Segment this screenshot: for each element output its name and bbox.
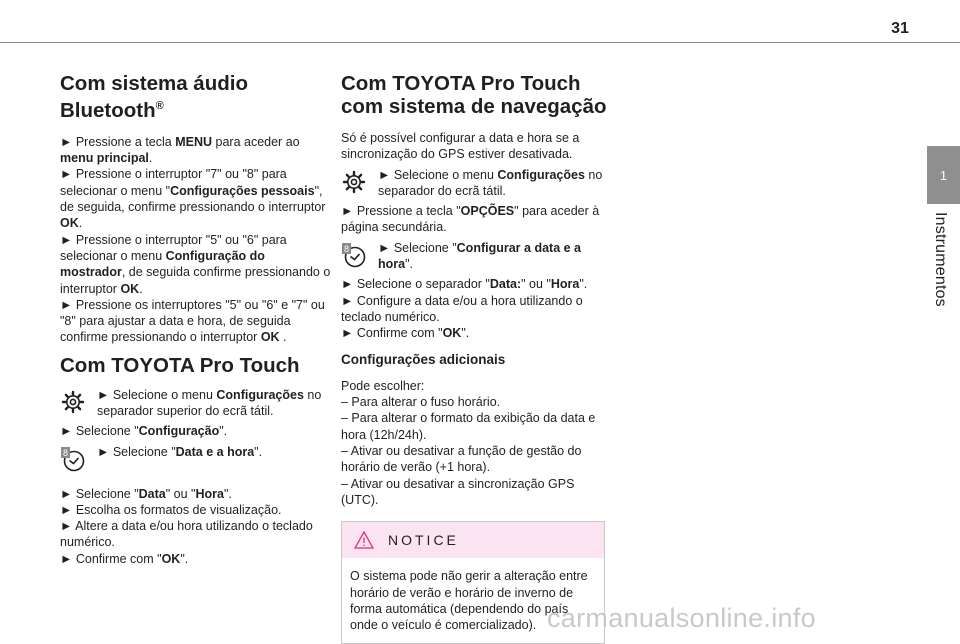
clock-step (60, 444, 332, 474)
step-paragraph: ► Pressione a tecla MENU para aceder ao menu principal. (60, 134, 300, 166)
clock-icon (60, 446, 86, 472)
step-text: ► Selecione o menu Configurações no separador superior do ecrã tátil. (97, 387, 322, 418)
page-number: 31 (891, 20, 909, 37)
step-text: ► Selecione "Data e a hora". (97, 444, 263, 459)
bluetooth-heading: Com sistema áudio Bluetooth® (60, 72, 248, 122)
left-column (60, 72, 332, 567)
settings-step (60, 387, 332, 420)
clock-step (341, 240, 607, 273)
step-paragraph: ► Configure a data e/ou a hora utilizando o teclado numérico. (341, 293, 583, 324)
right-column (341, 72, 607, 644)
intro-paragraph: Só é possível configurar a data e hora se a sincronização do GPS estiver desativada. (341, 131, 580, 162)
step-paragraph: ► Pressione o interruptor "7" ou "8" para selecionar o menu "Configurações pessoais", de seguida, confirme pressionando o interruptor OK. (60, 167, 326, 231)
bold-term: Configurações (497, 167, 585, 182)
options-intro: Pode escolher: (341, 378, 425, 393)
settings-step (341, 167, 607, 200)
step-paragraph: ► Pressione os interruptores "5" ou "6" e "7" ou "8" para ajustar a data e hora, de seguida confirme pressionando o interruptor OK . (60, 297, 325, 345)
bold-term: MENU (175, 134, 213, 149)
step-paragraph: ► Confirme com "OK". (60, 551, 189, 566)
bold-term: Hora (550, 277, 580, 292)
bold-term: Configurações pessoais (170, 183, 315, 198)
option-item: – Ativar ou desativar a função de gestão do horário de verão (+1 hora). (341, 444, 582, 475)
bold-term: OK (120, 281, 140, 296)
option-item: – Para alterar o fuso horário. (341, 395, 501, 410)
bluetooth-steps (60, 134, 332, 346)
bold-term: Data (138, 486, 166, 501)
warning-icon (354, 531, 374, 549)
bold-term: Data e a hora (175, 444, 255, 459)
bold-term: OK (161, 551, 181, 566)
bold-term: Configuração do mostrador (60, 248, 265, 280)
bold-term: Data: (489, 277, 522, 292)
additional-settings-heading: Configurações adicionais (341, 351, 506, 367)
bold-term: Configurações (216, 387, 304, 402)
bold-term: OPÇÕES (460, 204, 515, 219)
navigation-heading: Com TOYOTA Pro Touch com sistema de navegação (341, 72, 607, 118)
step-paragraph: ► Escolha os formatos de visualização. (60, 502, 282, 517)
step-paragraph: ► Altere a data e/ou hora utilizando o teclado numérico. (60, 519, 313, 550)
notice-title: NOTICE (388, 532, 459, 549)
chapter-tab[interactable] (927, 146, 960, 204)
watermark[interactable]: carmanualsonline.info (547, 603, 816, 633)
step-text: ► Selecione o menu Configurações no separador do ecrã tátil. (378, 167, 603, 198)
chapter-label: Instrumentos (932, 212, 949, 307)
step-paragraph: ► Selecione "Configuração". (60, 424, 228, 439)
notice-body: O sistema pode não gerir a alteração entre horário de verão e horário de inverno de forma automática (dependendo do país onde o veículo é comercializado). (350, 569, 588, 633)
step-text: ► Selecione "Configurar a data e a hora". (378, 240, 581, 272)
clock-icon-digit: 8 (343, 243, 350, 254)
bold-term: OK (260, 330, 280, 345)
bold-term: OK (442, 326, 462, 341)
step-paragraph: ► Pressione a tecla "OPÇÕES" para aceder à página secundária. (341, 204, 600, 235)
step-paragraph: ► Selecione o separador "Data:" ou "Hora". (341, 277, 588, 292)
bold-term: Configuração (138, 424, 220, 439)
pro-touch-heading: Com TOYOTA Pro Touch (60, 353, 300, 377)
step-paragraph: ► Selecione "Data" ou "Hora". (60, 486, 232, 501)
notice-header (342, 522, 604, 558)
clock-icon-digit: 8 (62, 447, 69, 458)
gear-icon (341, 169, 367, 195)
option-item: – Ativar ou desativar a sincronização GPS (UTC). (341, 476, 575, 507)
clock-icon (341, 242, 367, 268)
header-rule (0, 42, 960, 43)
option-item: – Para alterar o formato da exibição da data e hora (12h/24h). (341, 411, 596, 442)
step-paragraph: ► Confirme com "OK". (341, 326, 470, 341)
gear-icon (60, 389, 86, 415)
bold-term: menu principal (60, 151, 149, 166)
bold-term: Hora (195, 486, 224, 501)
bold-term: Configurar a data e a hora (378, 240, 581, 272)
bold-term: OK (60, 216, 79, 231)
chapter-number: 1 (939, 167, 948, 183)
step-paragraph: ► Pressione o interruptor "5" ou "6" para selecionar o menu Configuração do mostrador, de seguida confirme pressionando o interruptor OK. (60, 232, 331, 296)
